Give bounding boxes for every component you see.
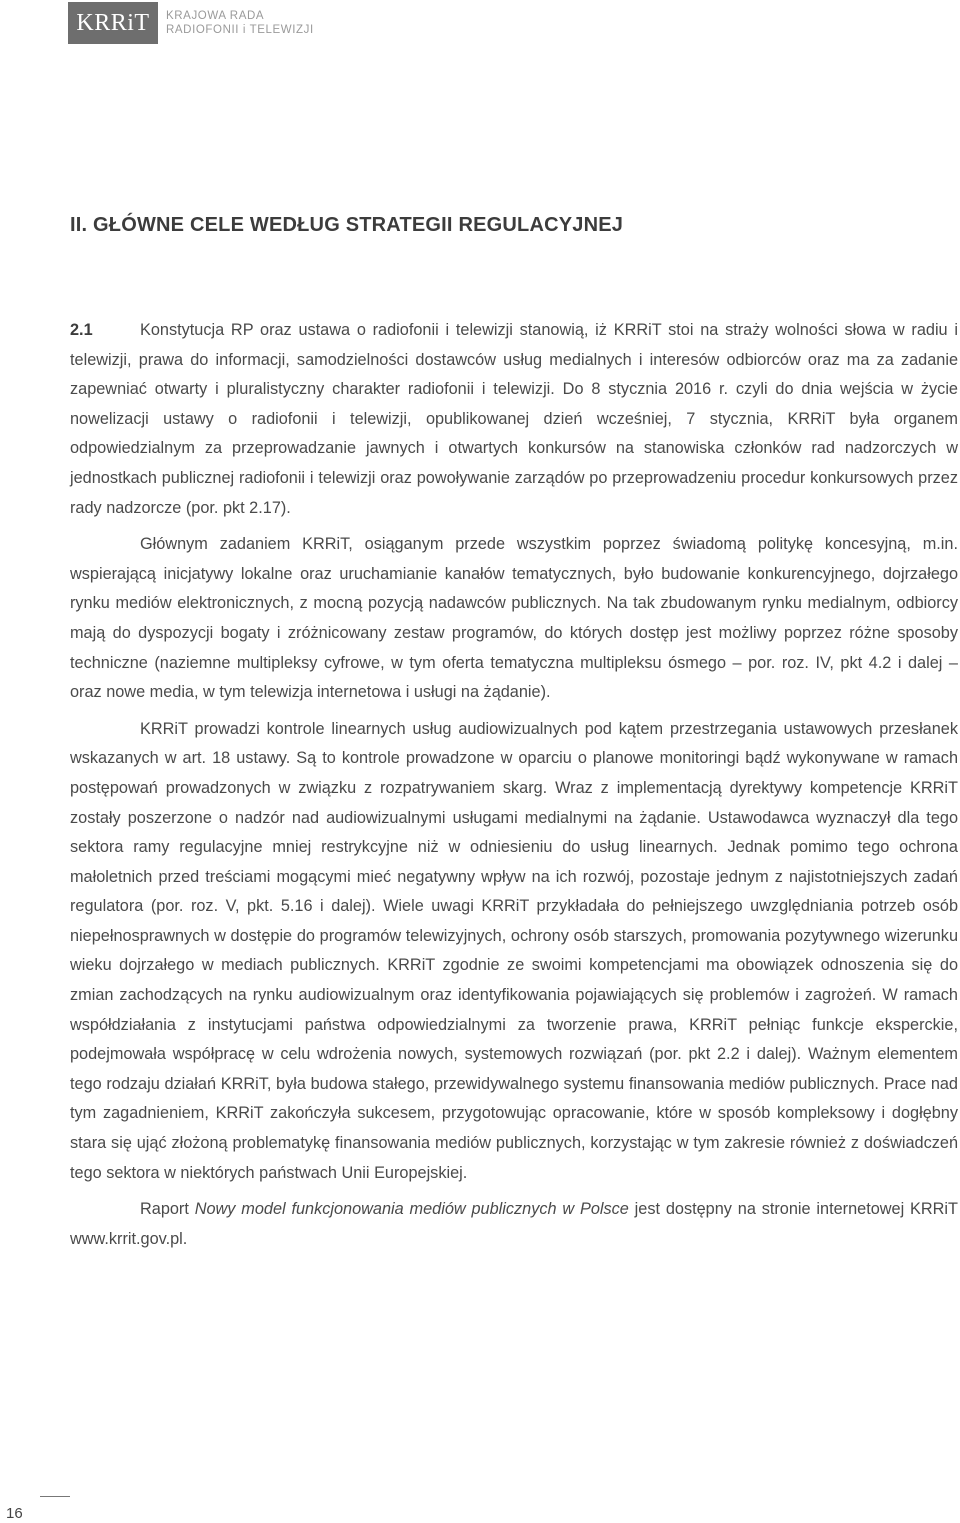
paragraph-2-1: [70, 316, 958, 523]
page-header: [68, 2, 314, 44]
org-line-2: RADIOFONII i TELEWIZJI: [166, 24, 314, 36]
paragraph-controls: KRRiT prowadzi kontrole linearnych usług audiowizualnych pod kątem przestrzegania ustawowych przesłanek wskazanych w art. 18 ustawy. Są to kontrole prowadzone w oparciu o planowe monitoringi bądź wykonywane w ramach postępowań prowadzonych w związku z rozpatrywaniem skarg. Wraz z implementacją dyrektywy kompetencje KRRiT zostały poszerzone o nadzór nad audiowizualnymi usługami medialnymi na żądanie. Ustawodawca wyznaczył dla tego sektora ramy regulacyjne mniej restrykcyjne niż w odniesieniu do usług linearnych. Jednak pomimo tego ochrona małoletnich przed treściami mogącymi mieć negatywny wpływ na ich rozwój, pozostaje jednym z najistotniejszych zadań regulatora (por. roz. V, pkt. 5.16 i dalej). Wiele uwagi KRRiT przykładała do pełniejszego uwzględniania potrzeb osób niepełnosprawnych w dostępie do programów telewizyjnych, ochrony osób starszych, promowania pozytywnego wizerunku wieku dojrzałego w mediach publicznych. KRRiT zgodnie ze swoimi kompetencjami ma obowiązek odnoszenia się do zmian zachodzących na rynku audiowizualnym oraz identyfikowania pojawiających się problemów i zagrożeń. W ramach współdziałania z instytucjami państwa odpowiedzialnymi za tworzenie prawa, KRRiT pełniąc funkcje eksperckie, podejmowała współpracę w celu wdrożenia nowych, systemowych rozwiązań (por. pkt 2.2 i dalej). Ważnym elementem tego rodzaju działań KRRiT, była budowa stałego, przewidywalnego systemu finansowania mediów publicznych. Prace nad tym zagadnieniem, KRRiT zakończyła sukcesem, przygotowując opracowanie, które w sposób kompleksowy i dogłębny stara się ująć złożoną problematykę finansowania mediów publicznych, korzystając w tym zakresie również z doświadczeń tego sektora w niektórych państwach Unii Europejskiej.: [70, 719, 958, 1182]
organization-name: [166, 9, 314, 37]
page-number: 16: [6, 1505, 23, 1522]
org-line-1: KRAJOWA RADA: [166, 10, 265, 22]
footer-divider: [40, 1496, 70, 1497]
paragraph-text: Konstytucja RP oraz ustawa o radiofonii i telewizji stanowią, iż KRRiT stoi na straży wolności słowa w radiu i telewizji, prawa do informacji, samodzielności dostawców usług medialnych i interesów odbiorców oraz ma za zadanie zapewniać otwarty i pluralistyczny charakter radiofonii i telewizji. Do 8 stycznia 2016 r. czyli do dnia wejścia w życie nowelizacji ustawy o radiofonii i telewizji, opublikowanej dzień wcześniej, 7 stycznia, KRRiT była organem odpowiedzialnym za przeprowadzanie jawnych i otwartych konkursów na stanowiska członków rad nadzorczych w jednostkach publicznej radiofonii i telewizji oraz powoływanie zarządów po przeprowadzeniu procedur konkursowych przez rady nadzorcze (por. pkt 2.17).: [70, 321, 958, 517]
report-text-b: jest dostępny na stronie internetowej KRRiT www.krrit.gov.pl.: [70, 1200, 958, 1248]
krrit-logo: [68, 2, 158, 44]
logo-text: KRRiT: [76, 9, 150, 36]
document-body: [70, 316, 958, 1261]
report-title: Nowy model funkcjonowania mediów publicznych w Polsce: [194, 1200, 629, 1219]
section-title: II. GŁÓWNE CELE WEDŁUG STRATEGII REGULACYJNEJ: [70, 214, 624, 236]
paragraph-number: 2.1: [70, 321, 93, 339]
paragraph-report: [70, 1195, 958, 1254]
report-text-a: Raport: [140, 1200, 195, 1219]
paragraph-main-task: Głównym zadaniem KRRiT, osiąganym przede wszystkim poprzez świadomą politykę koncesyjną, m.in. wspierającą inicjatywy lokalne oraz uruchamianie kanałów tematycznych, było budowanie konkurencyjnego, dojrzałego rynku mediów elektronicznych, z mocną pozycją nadawców publicznych. Na tak zbudowanym rynku medialnym, odbiorcy mają do dyspozycji bogaty i zróżnicowany zestaw programów, do których dostęp jest możliwy poprzez różne sposoby techniczne (naziemne multipleksy cyfrowe, w tym oferta tematyczna multipleksu ósmego – por. roz. IV, pkt 4.2 i dalej – oraz nowe media, w tym telewizja internetowa i usługi na żądanie).: [70, 535, 958, 702]
